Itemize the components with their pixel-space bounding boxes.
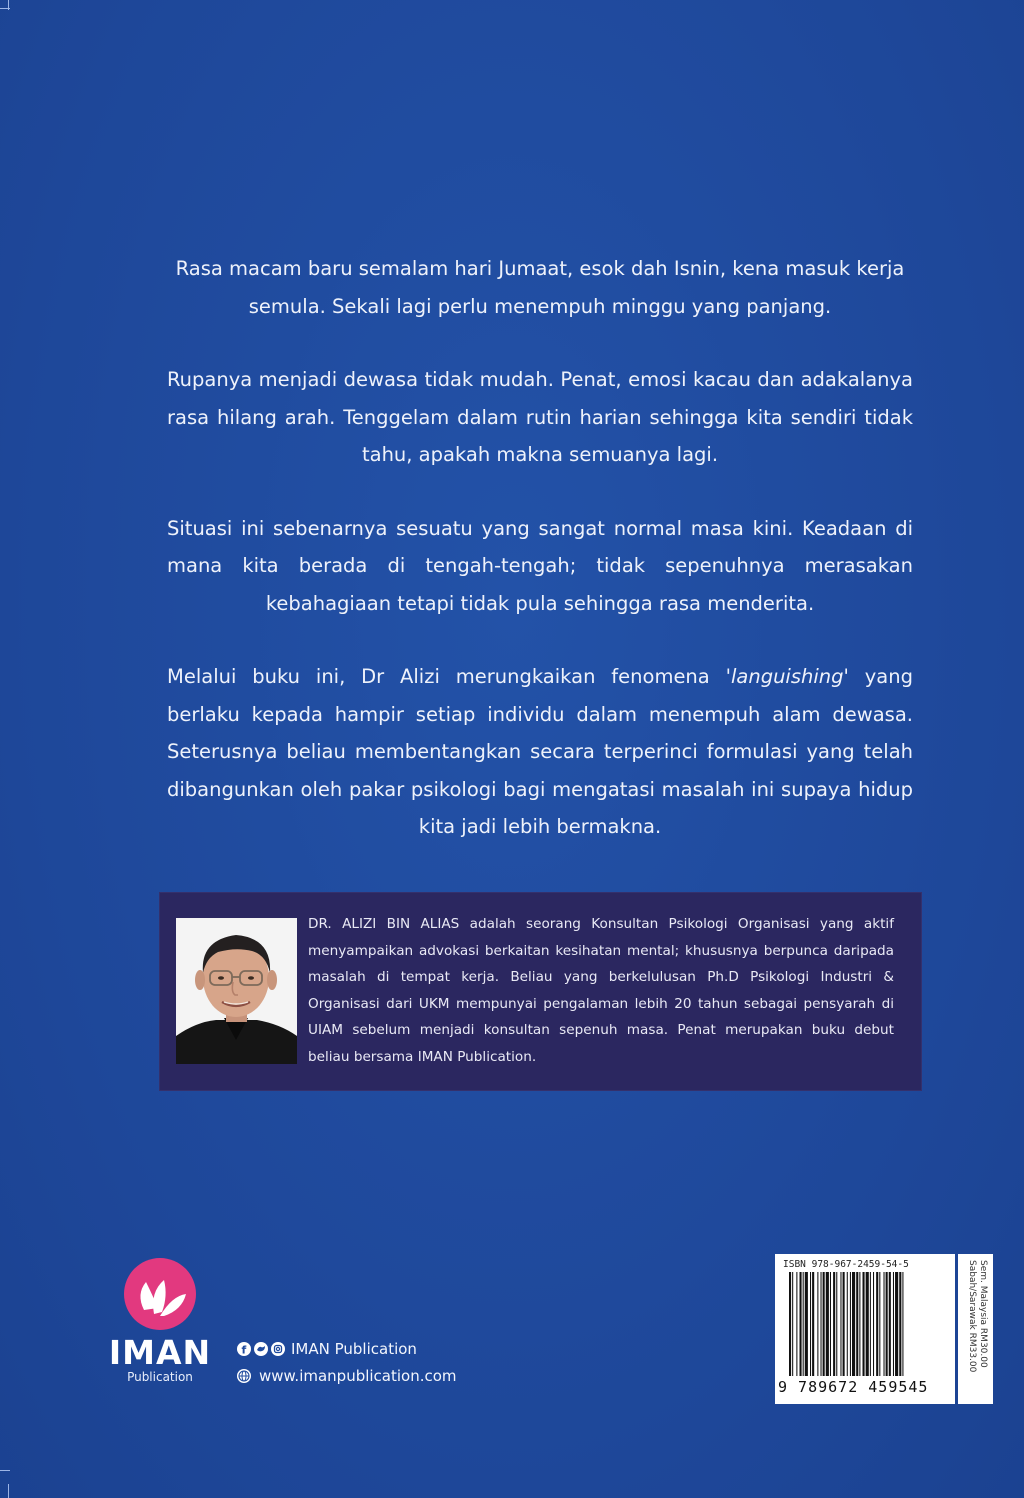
social-handle[interactable]: IMAN Publication (291, 1340, 417, 1358)
price-label (958, 1254, 993, 1404)
logo-emblem (124, 1258, 196, 1330)
publisher-contacts (237, 1337, 457, 1391)
price-text (966, 1260, 988, 1372)
facebook-icon[interactable] (237, 1342, 251, 1356)
author-profile (160, 893, 921, 1090)
isbn-barcode (775, 1254, 955, 1404)
synopsis-paragraph-1: Rasa macam baru semalam hari Jumaat, esok dah Isnin, kena masuk kerja semula. Sekali lagi perlu menempuh minggu yang panjang. (175, 257, 905, 318)
synopsis-paragraph-2: Rupanya menjadi dewasa tidak mudah. Penat, emosi kacau dan adakalanya rasa hilang arah. Tenggelam dalam rutin harian sehingga kita sendiri tidak tahu, apakah makna semuanya lagi. (167, 368, 913, 466)
crop-mark-bottom-left (0, 1470, 10, 1471)
website-row (237, 1364, 457, 1388)
crop-mark-top-left-v (8, 0, 9, 10)
author-photo (176, 918, 297, 1064)
p4-italic-term: 'languishing' (725, 665, 849, 688)
price-line-2: Sabah/Sarawak RM33.00 (967, 1260, 977, 1373)
globe-icon (237, 1369, 251, 1383)
crop-mark-bottom-left-v (8, 1484, 9, 1498)
website-link[interactable]: www.imanpublication.com (259, 1367, 457, 1385)
twitter-icon[interactable] (254, 1342, 268, 1356)
logo-wordmark: IMAN (108, 1333, 212, 1372)
price-line-1: Sem. Malaysia RM30.00 (978, 1260, 988, 1368)
p4-text-start: Melalui buku ini, Dr Alizi merungkaikan fenomena (167, 665, 726, 688)
author-portrait-image (176, 918, 297, 1064)
synopsis-paragraph-4 (167, 658, 913, 846)
svg-text:f: f (241, 1343, 247, 1356)
instagram-icon[interactable] (271, 1342, 285, 1356)
p4-text-end: yang berlaku kepada hampir setiap individu dalam menempuh alam dewasa. Seterusnya beliau membentangkan secara terperinci formulasi yang telah dibangunkan oleh pakar psikologi bagi mengatasi masalah ini supaya hidup kita jadi lebih bermakna. (167, 665, 913, 838)
isbn-label: ISBN 978-967-2459-54-5 (783, 1259, 909, 1270)
logo-subtitle: Publication (127, 1370, 193, 1384)
isbn-digits: 9 789672 459545 (778, 1378, 929, 1396)
social-handles-row (237, 1337, 457, 1361)
leaf-icon (124, 1258, 196, 1330)
author-bio: DR. ALIZI BIN ALIAS adalah seorang Konsultan Psikologi Organisasi yang aktif menyampaikan advokasi berkaitan kesihatan mental; khususnya berpunca daripada masalah di tempat kerja. Beliau yang berkelulusan Ph.D Psikologi Industri & Organisasi dari UKM mempunyai pengalaman lebih 20 tahun sebagai pensyarah di UIAM sebelum menjadi konsultan sepenuh masa. Penat merupakan buku debut beliau bersama IMAN Publication. (308, 916, 894, 1065)
iman-publication-logo (104, 1258, 216, 1388)
synopsis (167, 250, 913, 882)
synopsis-paragraph-3: Situasi ini sebenarnya sesuatu yang sangat normal masa kini. Keadaan di mana kita berada di tengah-tengah; tidak sepenuhnya merasakan kebahagiaan tetapi tidak pula sehingga rasa menderita. (167, 516, 913, 615)
barcode-panel (775, 1254, 993, 1404)
